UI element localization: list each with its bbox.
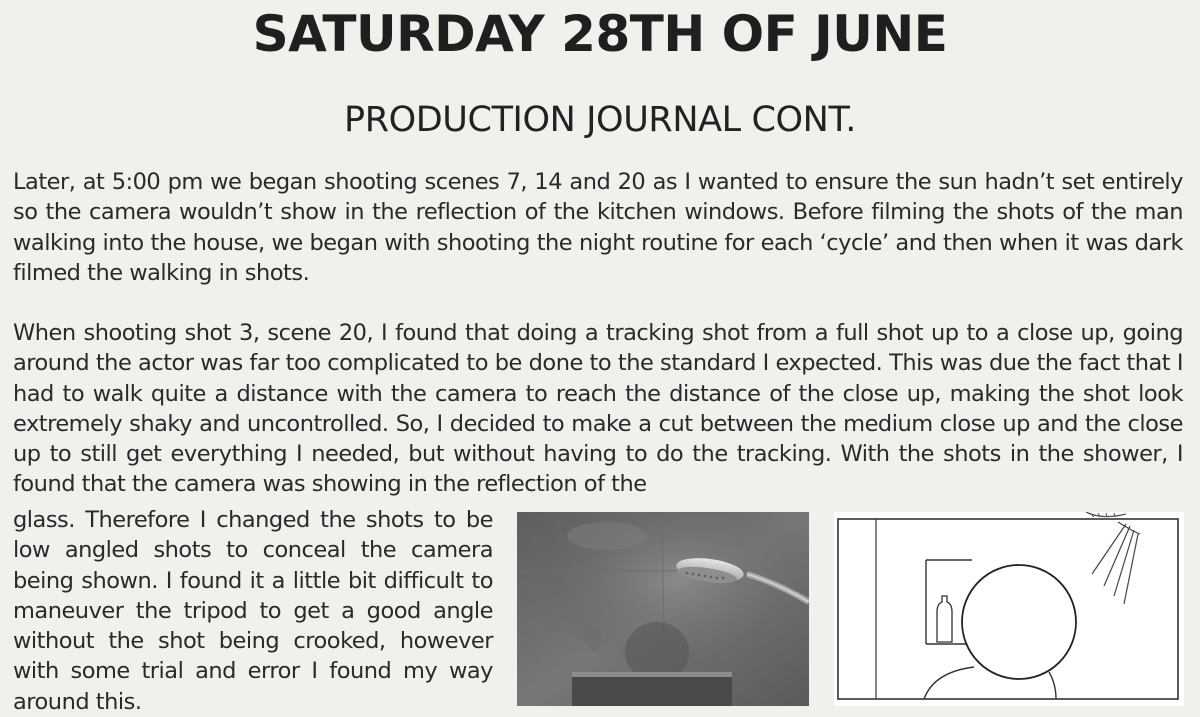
- paragraph-1: Later, at 5:00 pm we began shooting scenes 7, 14 and 20 as I wanted to ensure the sun hadn’t set entirely so the camera wouldn’t show in the reflection of the kitchen windows. Before filming the shots of the man walking into the house, we began with shooting the night routine for each ‘cycle’ and then when it was dark filmed the walking in shots.: [13, 169, 1183, 286]
- storyboard-sketch: [834, 512, 1184, 706]
- page-title: SATURDAY 28TH OF JUNE: [252, 5, 948, 63]
- page-subtitle: PRODUCTION JOURNAL CONT.: [343, 100, 857, 140]
- shower-photo: [517, 512, 809, 706]
- shower-photo-icon: [517, 512, 809, 706]
- paragraph-3: glass. Therefore I changed the shots to be low angled shots to conceal the camera being shown. I found it a little bit difficult to maneuver the tripod to get a good angle without the shot being crooked, however with some trial and error I found my way around this.: [13, 507, 493, 715]
- storyboard-sketch-icon: [834, 512, 1184, 706]
- paragraph-2: When shooting shot 3, scene 20, I found that doing a tracking shot from a full shot up to a close up, going around the actor was far too complicated to be done to the standard I expected. This was due the fact that I had to walk quite a distance with the camera to reach the distance of the close up, making the shot look extremely shaky and uncontrolled. So, I decided to make a cut between the medium close up and the close up to still get everything I needed, but without having to do the tracking. With the shots in the shower, I found that the camera was showing in the reflection of the: [13, 320, 1183, 498]
